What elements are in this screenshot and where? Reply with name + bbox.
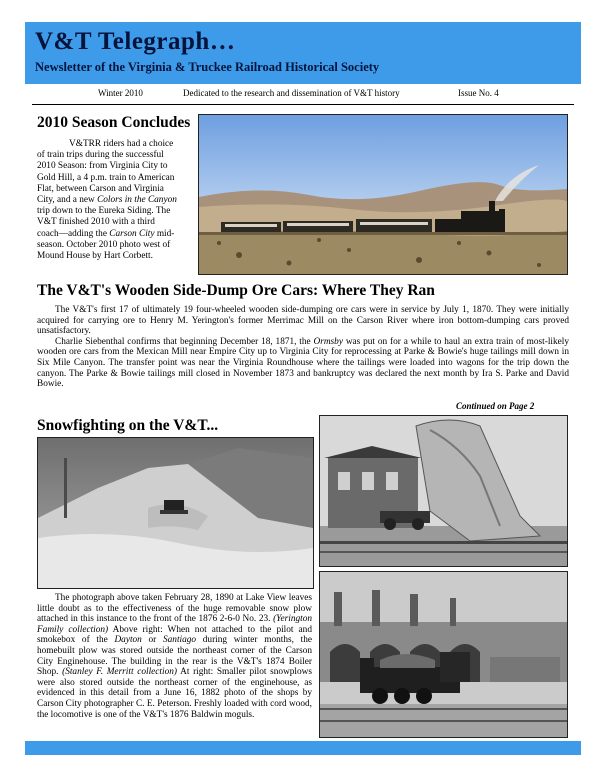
text-run: The photograph above taken February 28, 1890 at Lake View leaves little doubt as to the effectiveness of the huge removable snow plow attached in this instance to the front of the 1876 2-6-0 No. 23. [37,593,312,625]
text-run: Colors in the Canyon [97,195,177,206]
masthead [25,22,581,84]
newsletter-title: V&T Telegraph… [35,28,236,55]
footer-bar [25,741,581,755]
article3-heading: Snowfighting on the V&T... [37,417,219,434]
article2-heading: The V&T's Wooden Side-Dump Ore Cars: Where They Ran [37,282,435,299]
text-line: Gold Hill, a 4 p.m. train to American [37,172,175,183]
article1-heading: 2010 Season Concludes [37,114,191,131]
text-line: 2010 Season: from Virginia City to [37,161,168,172]
text-run: Carson City [109,228,155,239]
text-line: Flat, between Carson and Virginia [37,183,164,194]
article3-body [37,593,312,720]
text-line [37,195,192,206]
article2-body [37,305,569,390]
issue-dedication: Dedicated to the research and dissemination of V&T history [183,88,400,98]
text-line: season. October 2010 photo west of [37,239,171,250]
newsletter-subtitle: Newsletter of the Virginia & Truckee Railroad Historical Society [35,60,380,74]
train-photo [198,114,568,275]
photo-credit: (Yerington Family collection) [37,614,312,635]
article2-paragraph-1: The V&T's first 17 of ultimately 19 four-wheeled wooden side-dumping ore cars were in service by July 1, 1870. They were initially acquired for carrying ore to Henry M. Yerington's former Merrimac Mill on the Carson River where iron bottom-dumping cars proved unsatisfactory. [37,305,569,337]
text-line: trip down to the Eureka Siding. The [37,206,171,217]
text-line [37,229,192,240]
issue-number: Issue No. 4 [458,88,499,98]
snow-plow-photo [37,437,314,589]
snow-plow-illustration [38,438,313,588]
text-run: mid- [154,228,175,239]
article1-body [37,139,192,262]
enginehouse-plow-photo [319,415,568,567]
article2-paragraph-2 [37,337,569,390]
text-line: of train trips during the successful [37,150,164,161]
text-run: Dayton [114,635,142,646]
text-run: At right: Smaller pilot snowplows were also stored outside the northeast corner of the enginehouse, as evidenced in this detail from a June 16, 1882 photo of the shops by Carson City photographer C. E. Peterson. Freshly loaded with cord wood, the locomotive is one of the V&T's 1876 Baldwin moguls. [37,667,312,720]
photo-credit: (Stanley F. Merritt collection) [62,667,177,678]
text-line: V&T finished 2010 with a third [37,217,155,228]
issue-line [32,88,574,102]
shops-locomotive-illustration [320,572,567,737]
shops-locomotive-photo [319,571,568,738]
divider [32,104,574,105]
text-run: coach—adding the [37,228,110,239]
enginehouse-plow-illustration [320,416,567,566]
train-photo-illustration [199,115,567,274]
text-run: Above right: When not attached to the pilot and smokebox of the [37,624,312,646]
continued-note: Continued on Page 2 [456,401,535,411]
text-run: City, and a new [37,195,98,206]
text-run: Charlie Siebenthal confirms that beginning December 18, 1871, the [55,336,314,347]
text-run: during winter months, the homebuilt plow was stored outside the northeast corner of the Carson City Enginehouse. The building in the rear is the V&T's 1874 Boiler Shop. [37,635,312,678]
issue-season: Winter 2010 [98,88,143,98]
text-run: or [141,635,163,646]
text-run: was put on for a while to haul an extra train of most-likely wooden ore cars from the Mexican Mill near Empire City up to Virginia City for reprocessing at Parke & Bowie's huge tailings mill down in Six Mile Canyon. The transfer point was near the Virginia Roundhouse where the tailings were loaded into wagons for the trip down the canyon. The Parke & Bowie tailings mill closed in November 1873 and bankruptcy was declared the next month by Ira S. Parke and David Bowie. [37,336,569,390]
text-run: Ormsby [313,336,343,347]
text-line: Mound House by Hart Corbett. [37,251,153,262]
text-run: Santiago [163,635,197,646]
text-line: V&TRR riders had a choice [69,139,174,149]
article3-paragraph [37,593,312,720]
